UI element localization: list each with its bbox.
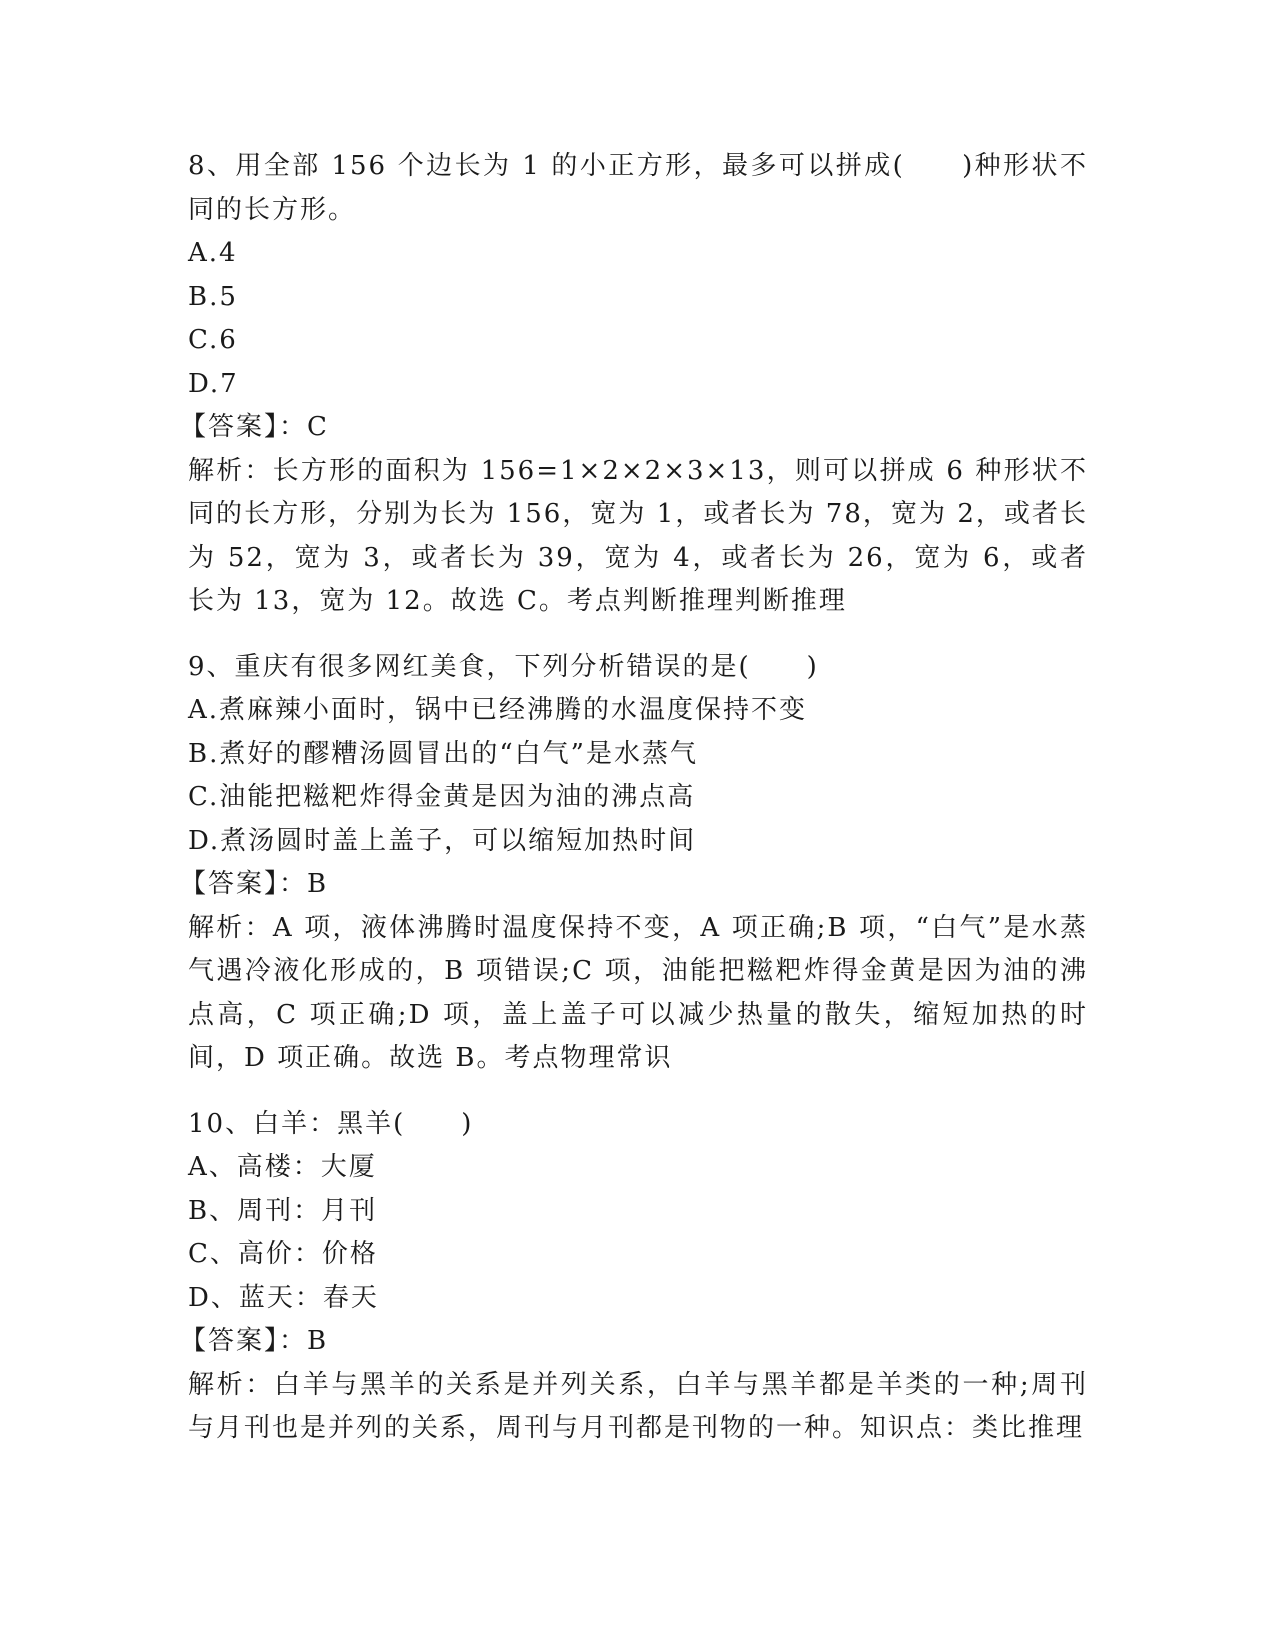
question-8 (180, 145, 1088, 624)
analysis-text: 解析：A 项，液体沸腾时温度保持不变，A 项正确;B 项，“白气”是水蒸气遇冷液化形成的，B 项错误;C 项，油能把糍粑炸得金黄是因为油的沸点高，C 项正确;D 项，盖上盖子可以减少热量的散失，缩短加热的时间，D 项正确。故选 B。考点物理常识 (188, 912, 1088, 1073)
option-a: A、高楼：大厦 (188, 1152, 377, 1182)
question-stem: 10、白羊：黑羊( ) (188, 1108, 474, 1139)
question-10 (180, 1103, 1088, 1451)
option-c: C.6 (188, 325, 238, 355)
analysis-text: 解析：白羊与黑羊的关系是并列关系，白羊与黑羊都是羊类的一种;周刊与月刊也是并列的关系，周刊与月刊都是刊物的一种。知识点：类比推理 (188, 1369, 1088, 1443)
answer-label: 【答案】：C (180, 412, 329, 442)
option-b: B.5 (188, 281, 238, 312)
option-d: D.7 (188, 368, 239, 399)
option-a: A.4 (188, 238, 238, 268)
document-page (180, 145, 1088, 1451)
option-c: C、高价：价格 (188, 1239, 378, 1269)
question-stem: 9、重庆有很多网红美食，下列分析错误的是( ) (188, 651, 819, 682)
answer-label: 【答案】：B (180, 1326, 329, 1356)
option-b: B、周刊：月刊 (188, 1195, 378, 1226)
option-a: A.煮麻辣小面时，锅中已经沸腾的水温度保持不变 (188, 695, 808, 725)
option-b: B.煮好的醪糟汤圆冒出的“白气”是水蒸气 (188, 738, 698, 769)
analysis-text: 解析：长方形的面积为 156=1×2×2×3×13，则可以拼成 6 种形状不同的长方形，分别为长为 156，宽为 1，或者长为 78，宽为 2，或者长为 52，宽为 3，或者长为 39，宽为 4，或者长为 26，宽为 6，或者长为 13，宽为 12。故选 C。考点判断推理判断推理 (188, 455, 1088, 616)
question-9 (180, 646, 1088, 1081)
answer-label: 【答案】：B (180, 869, 329, 899)
option-d: D.煮汤圆时盖上盖子，可以缩短加热时间 (188, 825, 697, 856)
option-c: C.油能把糍粑炸得金黄是因为油的沸点高 (188, 782, 696, 812)
question-stem: 8、用全部 156 个边长为 1 的小正方形，最多可以拼成( )种形状不同的长方形。 (188, 151, 1088, 225)
option-d: D、蓝天：春天 (188, 1282, 379, 1313)
